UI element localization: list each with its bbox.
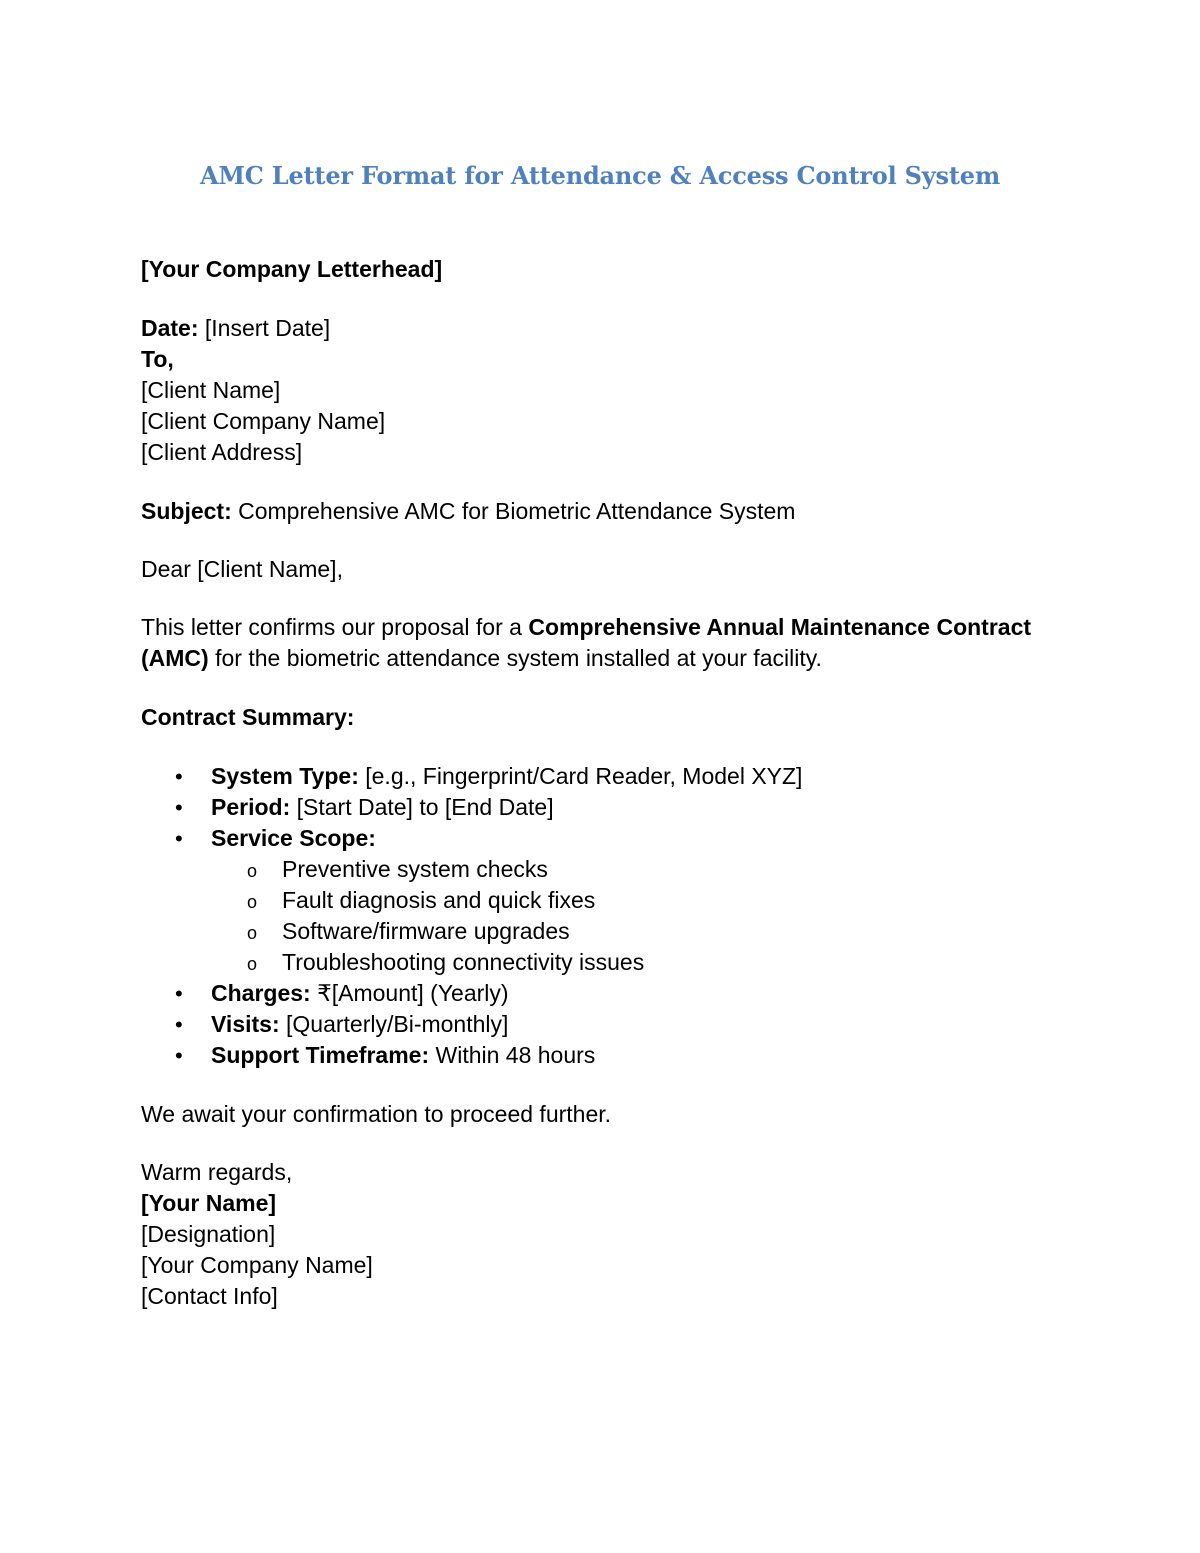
list-item-service-scope: Service Scope: <box>211 825 376 851</box>
sub-bullet-icon: o <box>247 861 258 881</box>
date-value: [Insert Date] <box>204 315 331 341</box>
list-item-label: Visits: <box>211 1011 280 1037</box>
sign-off: Warm regards, <box>141 1159 293 1185</box>
list-item-label: Charges: <box>211 980 311 1006</box>
list-item-system-type <box>211 761 802 792</box>
list-item-value: [Quarterly/Bi-monthly] <box>279 1011 509 1037</box>
intro-text-1: This letter confirms our proposal for a <box>141 614 529 640</box>
intro-line-2 <box>141 643 822 674</box>
sub-bullet-icon: o <box>247 923 258 943</box>
sub-bullet-icon: o <box>247 954 258 974</box>
bullet-icon: • <box>175 1012 183 1037</box>
list-item-value: Within 48 hours <box>429 1042 596 1068</box>
greeting: Dear [Client Name], <box>141 556 343 582</box>
sub-bullet-icon: o <box>247 892 258 912</box>
signature-contact: [Contact Info] <box>141 1283 278 1309</box>
list-item-value: [e.g., Fingerprint/Card Reader, Model XYZ] <box>358 763 803 789</box>
closing-line: We await your confirmation to proceed further. <box>141 1101 612 1127</box>
list-item-visits <box>211 1009 508 1040</box>
date-label: Date: <box>141 315 199 341</box>
bullet-icon: • <box>175 764 183 789</box>
intro-bold-contract: Comprehensive Annual Maintenance Contract <box>528 614 1032 640</box>
signature-designation: [Designation] <box>141 1221 276 1247</box>
list-item-label: Support Timeframe: <box>211 1042 430 1068</box>
intro-line-1 <box>141 612 1031 643</box>
list-item-value: ₹[Amount] (Yearly) <box>310 980 509 1006</box>
recipient-name: [Client Name] <box>141 377 281 403</box>
sub-list-item: Fault diagnosis and quick fixes <box>282 887 596 913</box>
list-item-value: [Start Date] to [End Date] <box>290 794 554 820</box>
bullet-icon: • <box>175 826 183 851</box>
list-item-period <box>211 792 554 823</box>
list-item-charges <box>211 978 509 1009</box>
signature-name: [Your Name] <box>141 1190 277 1216</box>
to-label: To, <box>141 346 174 372</box>
bullet-icon: • <box>175 981 183 1006</box>
date-line <box>141 313 330 344</box>
subject-line <box>141 496 795 527</box>
recipient-company: [Client Company Name] <box>141 408 386 434</box>
document-title: AMC Letter Format for Attendance & Access Control System <box>199 161 1001 190</box>
list-item-support <box>211 1040 595 1071</box>
subject-label: Subject: <box>141 498 232 524</box>
sub-list-item: Troubleshooting connectivity issues <box>282 949 645 975</box>
bullet-icon: • <box>175 1043 183 1068</box>
summary-heading: Contract Summary: <box>141 704 355 730</box>
letterhead: [Your Company Letterhead] <box>141 256 443 282</box>
intro-text-2: for the biometric attendance system installed at your facility. <box>208 645 822 671</box>
list-item-label: Period: <box>211 794 291 820</box>
sub-list-item: Software/firmware upgrades <box>282 918 570 944</box>
intro-bold-amc: (AMC) <box>141 645 209 671</box>
sub-list-item: Preventive system checks <box>282 856 548 882</box>
subject-value: Comprehensive AMC for Biometric Attendance System <box>238 498 796 524</box>
list-item-label: System Type: <box>211 763 359 789</box>
bullet-icon: • <box>175 795 183 820</box>
signature-company: [Your Company Name] <box>141 1252 373 1278</box>
recipient-address: [Client Address] <box>141 439 303 465</box>
